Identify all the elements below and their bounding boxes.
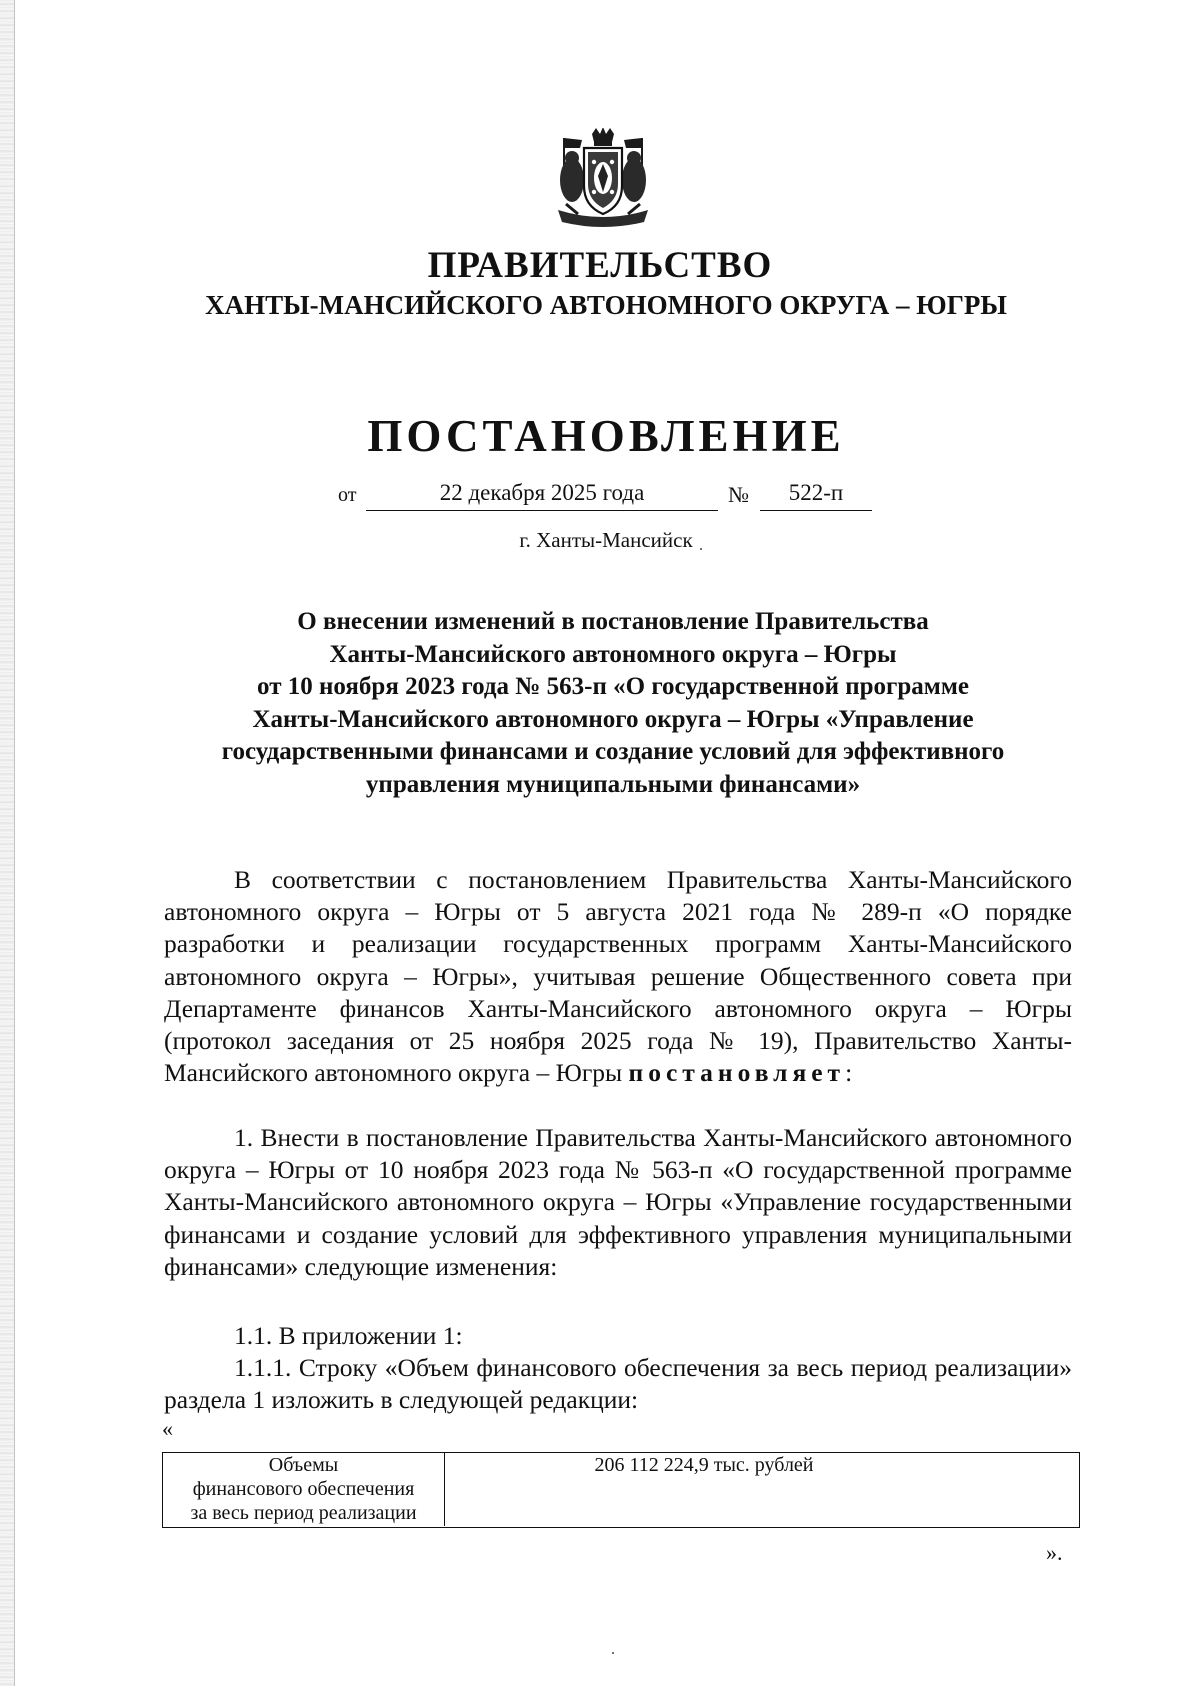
title-line: О внесении изменений в постановление Правительства: [297, 608, 929, 635]
table-label-cell: [163, 1453, 445, 1526]
government-title: ПРАВИТЕЛЬСТВО: [427, 245, 773, 286]
document-number: 522-п: [760, 480, 872, 511]
document-type: ПОСТАНОВЛЕНИЕ: [367, 411, 845, 461]
table-open-quote: «: [162, 1416, 173, 1441]
date-number-line: [338, 480, 878, 514]
date-prefix: от: [338, 484, 357, 506]
preamble-paragraph: [164, 864, 1072, 1089]
title-line: от 10 ноября 2023 года № 563-п «О государственной программе: [257, 673, 969, 700]
region-name: ХАНТЫ-МАНСИЙСКОГО АВТОНОМНОГО ОКРУГА – ЮГРЫ: [205, 290, 1007, 320]
financing-table: [162, 1452, 1080, 1528]
resolution-title: [160, 606, 1066, 801]
document-date: 22 декабря 2025 года: [366, 480, 718, 511]
item-1-1-1-paragraph: 1.1.1. Строку «Объем финансового обеспечения за весь период реализации» раздела 1 изложить в следующей редакции:: [164, 1353, 1072, 1415]
label-line: за весь период реализации: [190, 1502, 417, 1524]
decree-colon: :: [845, 1058, 853, 1088]
scan-speck: [612, 1652, 614, 1654]
label-line: Объемы: [268, 1454, 339, 1476]
table-value-cell: 206 112 224,9 тыс. рублей: [594, 1454, 814, 1476]
label-line: финансового обеспечения: [192, 1478, 415, 1500]
title-line: государственными финансами и создание условий для эффективного: [221, 738, 1005, 765]
table-close-quote: ».: [1046, 1540, 1063, 1565]
item-1-1: 1.1. В приложении 1:: [234, 1321, 463, 1350]
preamble-text: В соответствии с постановлением Правительства Ханты-Мансийского автономного округа – Югры от 5 августа 2021 года № 289-п «О порядке разработки и реализации государственных программ Ханты-Мансийского автономного округа – Югры», учитывая решение Общественного совета при Департаменте финансов Ханты-Мансийского автономного округа – Югры (протокол заседания от 25 ноября 2025 года № 19), Правительство Ханты-Мансийского автономного округа – Югры: [164, 865, 1072, 1088]
khmao-coat-of-arms-icon: [548, 128, 658, 232]
item-1-paragraph: 1. Внести в постановление Правительства Ханты-Мансийского автономного округа – Югры от 10 ноября 2023 года № 563-п «О государственной программе Ханты-Мансийского автономного округа – Югры «Управление государственными финансами и создание условий для эффективного управления муниципальными финансами» следующие изменения:: [164, 1123, 1072, 1281]
scan-speck: [700, 548, 702, 550]
city: г. Ханты-Мансийск: [519, 528, 693, 552]
title-line: Ханты-Мансийского автономного округа – Югры «Управление: [252, 705, 974, 733]
title-line: Ханты-Мансийского автономного округа – Югры: [329, 640, 897, 668]
decree-word: постановляет: [628, 1058, 846, 1088]
number-sign: №: [728, 482, 749, 507]
title-line: управления муниципальными финансами»: [365, 770, 861, 798]
